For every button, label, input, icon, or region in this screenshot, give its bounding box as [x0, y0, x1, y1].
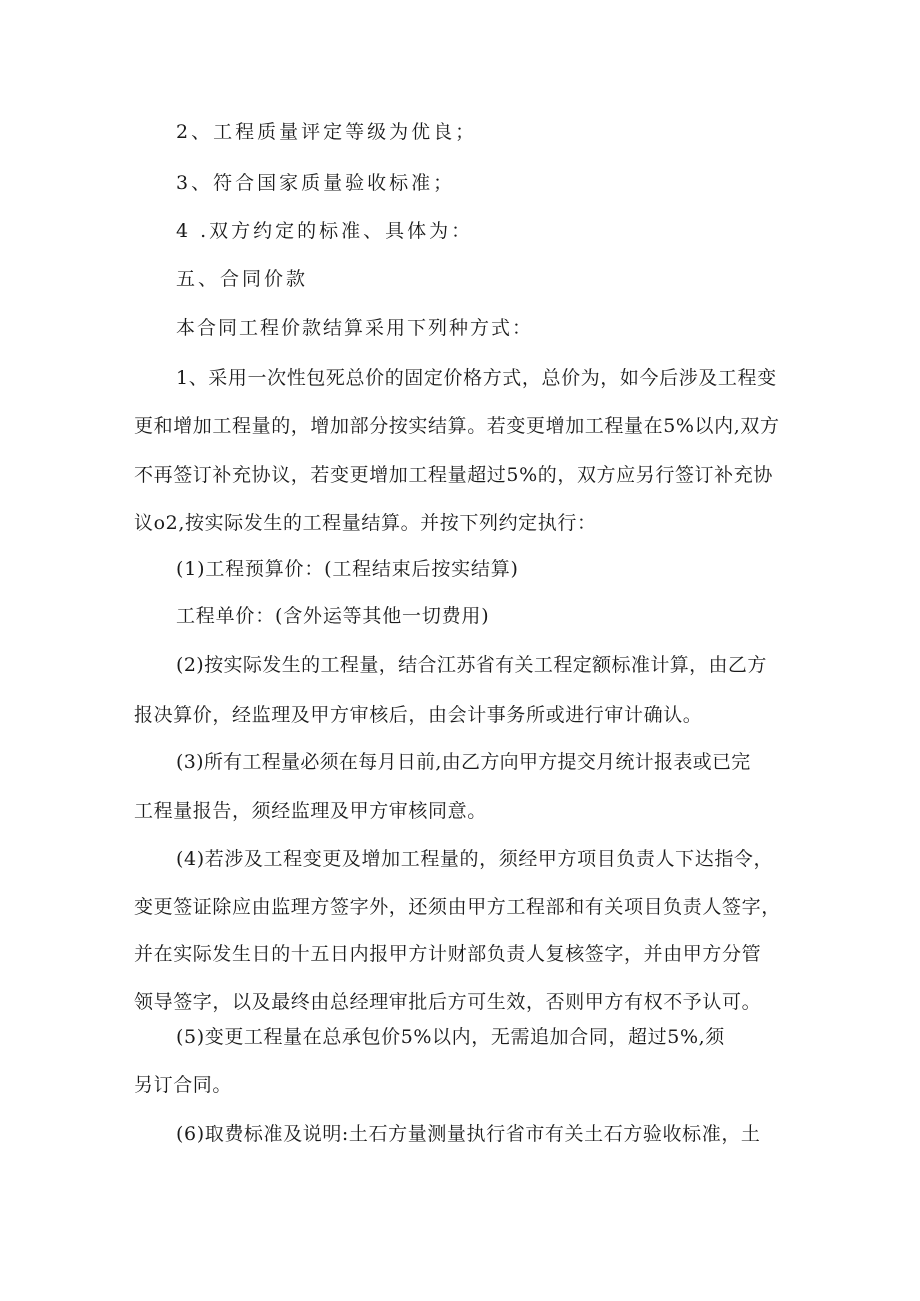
paragraph-text-line: 不再签订补充协议，若变更增加工程量超过5%的，双方应另行签订补充协 — [134, 464, 773, 486]
paragraph-text-line: 更和增加工程量的，增加部分按实结算。若变更增加工程量在5%以内,双方 — [134, 415, 780, 437]
section-heading-contract-price: 五、合同价款 — [176, 268, 309, 290]
paragraph-text-line: 并在实际发生日的十五日内报甲方计财部负责人复核签字，并由甲方分管 — [134, 943, 762, 965]
paragraph-text-line: 议o2,按实际发生的工程量结算。并按下列约定执行： — [134, 512, 597, 534]
paragraph-text-line: 另订合同。 — [134, 1074, 233, 1096]
paragraph-settlement-intro: 本合同工程价款结算采用下列种方式： — [176, 317, 534, 339]
item-unit-price: 工程单价：(含外运等其他一切费用) — [176, 605, 490, 627]
paragraph-text-line: 工程量报告，须经监理及甲方审核同意。 — [134, 800, 487, 822]
clause-national-standard: 3、符合国家质量验收标准； — [176, 172, 456, 194]
paragraph-text-line: 领导签字，以及最终由总经理审批后方可生效，否则甲方有权不予认可。 — [134, 991, 762, 1013]
paragraph-text-line: 变更签证除应由监理方签字外，还须由甲方工程部和有关项目负责人签字， — [134, 896, 781, 918]
paragraph-text-line: (6)取费标准及说明:土石方量测量执行省市有关土石方验收标准，土 — [176, 1123, 761, 1145]
paragraph-text-line: (2)按实际发生的工程量，结合江苏省有关工程定额标准计算，由乙方 — [176, 654, 767, 676]
paragraph-text-line: (3)所有工程量必须在每月日前,由乙方向甲方提交月统计报表或已完 — [176, 751, 751, 773]
paragraph-text-line: (5)变更工程量在总承包价5%以内，无需追加合同，超过5%,须 — [176, 1026, 725, 1048]
paragraph-text-line: (4)若涉及工程变更及增加工程量的，须经甲方项目负责人下达指令， — [176, 848, 774, 870]
clause-agreed-standard: 4 .双方约定的标准、具体为： — [176, 220, 474, 242]
paragraph-text-line: 1、采用一次性包死总价的固定价格方式，总价为，如今后涉及工程变 — [176, 367, 777, 389]
clause-quality-grade: 2、工程质量评定等级为优良； — [176, 121, 478, 143]
item-budget-price: (1)工程预算价：(工程结束后按实结算) — [176, 558, 519, 580]
paragraph-text-line: 报决算价，经监理及甲方审核后，由会计事务所或进行审计确认。 — [134, 704, 703, 726]
